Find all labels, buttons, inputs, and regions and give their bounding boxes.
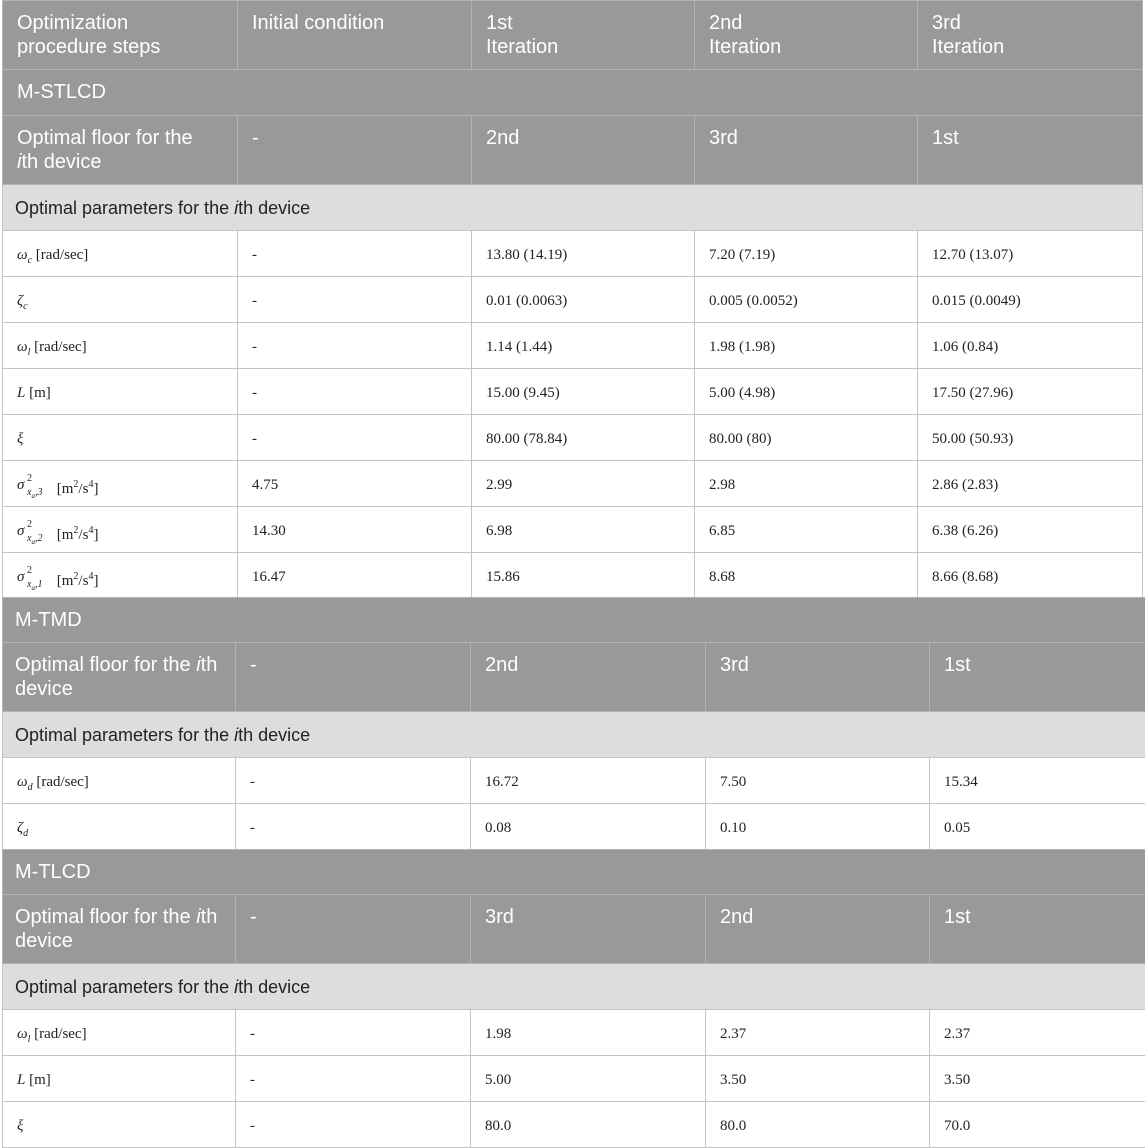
table-cell: 2.37 [706, 1010, 930, 1056]
section-title: M-TLCD [3, 850, 1145, 895]
param-label: L [m] [3, 369, 238, 415]
floor-label: Optimal floor for the ith device [3, 643, 236, 712]
table-row [3, 1102, 1145, 1148]
table-cell: 7.50 [706, 758, 930, 804]
table-cell: 2.99 [472, 461, 695, 507]
param-label: $\omega_d$ [rad/sec] [3, 758, 236, 804]
section-title: M-STLCD [3, 70, 1143, 116]
table-cell: 80.0 [706, 1102, 930, 1148]
sigma-symbol: σ 2 $x_a,3$ [17, 475, 53, 495]
param-label: $\omega_l$ [rad/sec] [3, 323, 238, 369]
floor-label: Optimal floor for the ith device [3, 116, 238, 185]
floor-value: 3rd [706, 643, 930, 712]
floor-value: 2nd [471, 643, 706, 712]
table-cell: - [236, 758, 471, 804]
params-subheader-row [3, 964, 1145, 1010]
sigma-symbol: σ 2 $x_a,2$ [17, 521, 53, 541]
floor-label: Optimal floor for the ith device [3, 895, 236, 964]
floor-value: 1st [918, 116, 1143, 185]
tmd-table [2, 597, 1145, 850]
table-cell: 8.68 [695, 553, 918, 599]
table-cell: 6.38 (6.26) [918, 507, 1143, 553]
table-cell: 5.00 [471, 1056, 706, 1102]
floor-row [3, 643, 1145, 712]
param-label: ξ [3, 415, 238, 461]
table-cell: 6.98 [472, 507, 695, 553]
header-initial: Initial condition [238, 1, 472, 70]
param-label: σ 2 $x_a,3$ $[m^2/s^4]$ [3, 461, 238, 507]
floor-value: 2nd [706, 895, 930, 964]
table-cell: 0.005 (0.0052) [695, 277, 918, 323]
table-cell: 5.00 (4.98) [695, 369, 918, 415]
floor-value: 3rd [695, 116, 918, 185]
param-label: $\omega_c$ [rad/sec] [3, 231, 238, 277]
floor-value: 3rd [471, 895, 706, 964]
table-row [3, 277, 1143, 323]
table-cell: 0.015 (0.0049) [918, 277, 1143, 323]
table-cell: 50.00 (50.93) [918, 415, 1143, 461]
table-cell: - [238, 369, 472, 415]
table-cell: - [236, 1102, 471, 1148]
table-cell: 0.01 (0.0063) [472, 277, 695, 323]
table-cell: 2.86 (2.83) [918, 461, 1143, 507]
section-title: M-TMD [3, 598, 1145, 643]
table-cell: 17.50 (27.96) [918, 369, 1143, 415]
params-subheader: Optimal parameters for the ith device [3, 712, 1145, 758]
stlcd-table [2, 0, 1143, 599]
table-cell: 6.85 [695, 507, 918, 553]
section-row-tmd [3, 598, 1145, 643]
table-cell: 15.34 [930, 758, 1145, 804]
table-cell: 2.98 [695, 461, 918, 507]
header-steps: Optimization procedure steps [3, 1, 238, 70]
floor-value: 2nd [472, 116, 695, 185]
table-cell: - [238, 231, 472, 277]
floor-row [3, 116, 1143, 185]
table-row [3, 804, 1145, 850]
header-iter3: 3rd Iteration [918, 1, 1143, 70]
table-row [3, 553, 1143, 599]
table-row [3, 507, 1143, 553]
params-subheader: Optimal parameters for the ith device [3, 185, 1143, 231]
param-label: $\omega_l$ [rad/sec] [3, 1010, 236, 1056]
table-row [3, 369, 1143, 415]
table-row [3, 231, 1143, 277]
table-cell: 1.98 (1.98) [695, 323, 918, 369]
table-cell: - [238, 415, 472, 461]
table-cell: 15.00 (9.45) [472, 369, 695, 415]
table-cell: 0.08 [471, 804, 706, 850]
table-cell: - [236, 1056, 471, 1102]
table-row [3, 323, 1143, 369]
table-cell: - [238, 323, 472, 369]
param-label: L [m] [3, 1056, 236, 1102]
table-row [3, 1010, 1145, 1056]
table-cell: 7.20 (7.19) [695, 231, 918, 277]
table-cell: 0.10 [706, 804, 930, 850]
table-cell: 8.66 (8.68) [918, 553, 1143, 599]
table-row [3, 1056, 1145, 1102]
table-cell: 13.80 (14.19) [472, 231, 695, 277]
header-iter1: 1st Iteration [472, 1, 695, 70]
table-cell: 80.0 [471, 1102, 706, 1148]
table-row [3, 758, 1145, 804]
floor-value: 1st [930, 643, 1145, 712]
param-label: ξ [3, 1102, 236, 1148]
section-row-tlcd [3, 850, 1145, 895]
floor-value: - [236, 643, 471, 712]
table-cell: 14.30 [238, 507, 472, 553]
table-cell: 12.70 (13.07) [918, 231, 1143, 277]
params-subheader-row [3, 185, 1143, 231]
table-cell: 3.50 [930, 1056, 1145, 1102]
table-cell: 4.75 [238, 461, 472, 507]
table-cell: 0.05 [930, 804, 1145, 850]
table-cell: 70.0 [930, 1102, 1145, 1148]
table-cell: - [238, 277, 472, 323]
floor-value: 1st [930, 895, 1145, 964]
section-row-stlcd [3, 70, 1143, 116]
table-row [3, 415, 1143, 461]
param-label: $\zeta_d$ [3, 804, 236, 850]
table-cell: 1.06 (0.84) [918, 323, 1143, 369]
tlcd-table [2, 849, 1145, 1148]
floor-value: - [238, 116, 472, 185]
param-label: σ 2 $x_a,1$ $[m^2/s^4]$ [3, 553, 238, 599]
table-cell: 1.98 [471, 1010, 706, 1056]
table-cell: - [236, 804, 471, 850]
table-cell: 1.14 (1.44) [472, 323, 695, 369]
table-cell: 80.00 (78.84) [472, 415, 695, 461]
table-cell: 15.86 [472, 553, 695, 599]
param-label: σ 2 $x_a,2$ $[m^2/s^4]$ [3, 507, 238, 553]
params-subheader-row [3, 712, 1145, 758]
table-cell: 16.47 [238, 553, 472, 599]
table-cell: - [236, 1010, 471, 1056]
table-cell: 3.50 [706, 1056, 930, 1102]
table-header-row [3, 1, 1143, 70]
header-iter2: 2nd Iteration [695, 1, 918, 70]
param-label: $\zeta_c$ [3, 277, 238, 323]
table-cell: 80.00 (80) [695, 415, 918, 461]
sigma-symbol: σ 2 $x_a,1$ [17, 567, 53, 587]
floor-value: - [236, 895, 471, 964]
table-cell: 16.72 [471, 758, 706, 804]
table-row [3, 461, 1143, 507]
floor-row [3, 895, 1145, 964]
table-cell: 2.37 [930, 1010, 1145, 1056]
params-subheader: Optimal parameters for the ith device [3, 964, 1145, 1010]
